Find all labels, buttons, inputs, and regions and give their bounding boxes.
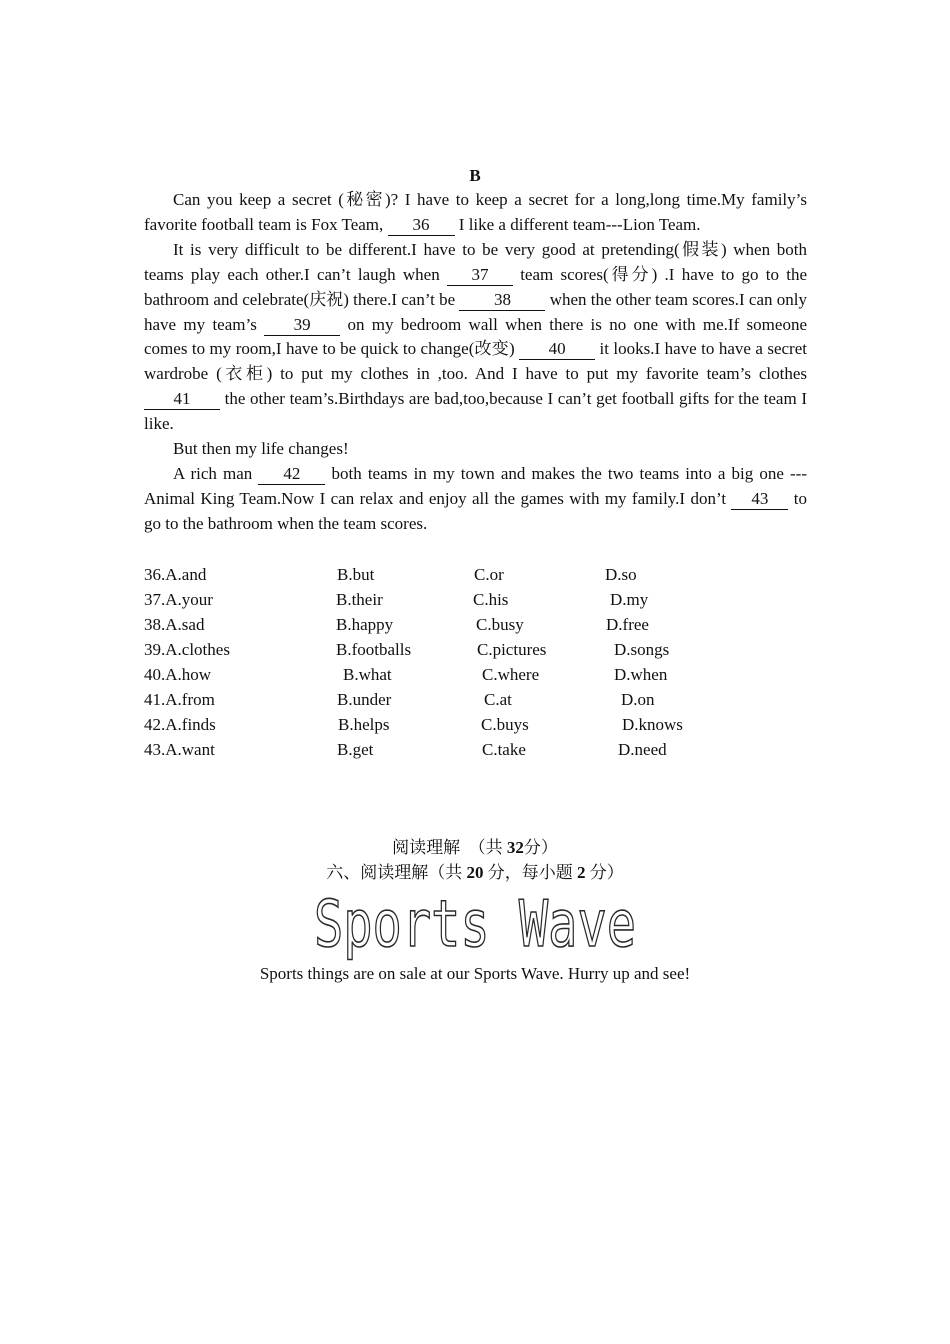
- option-d: D.so: [605, 565, 637, 584]
- passage-text: It is very difficult to be different.I have to be very good at pretending(假装) when both teams play each other.I can’t laugh when: [144, 239, 807, 284]
- option-a: 39.A.clothes: [144, 640, 230, 659]
- option-d: D.when: [614, 665, 668, 684]
- option-a: 41.A.from: [144, 690, 215, 709]
- passage-text: it looks.I have to have a secret wardrobe (衣柜) to put my clothes in ,too. And I have to put my favorite team’s clothes: [144, 339, 807, 384]
- logo-text: Sports Wave: [314, 888, 636, 962]
- option-d: D.free: [606, 615, 649, 634]
- option-c: C.or: [474, 565, 504, 584]
- option-c: C.his: [473, 590, 509, 609]
- option-b: B.what: [343, 665, 392, 684]
- option-a: 36.A.and: [144, 565, 207, 584]
- answer-options: [144, 562, 744, 762]
- option-d: D.songs: [614, 640, 670, 659]
- subheading-text: 分）: [585, 863, 624, 882]
- blank-37: 37: [447, 265, 513, 286]
- option-a: 37.A.your: [144, 590, 213, 609]
- option-row-43: [144, 737, 744, 762]
- option-a: 43.A.want: [144, 740, 215, 759]
- option-b: B.get: [337, 740, 374, 759]
- option-d: D.need: [618, 740, 667, 759]
- ad-tagline: Sports things are on sale at our Sports Wave. Hurry up and see!: [259, 964, 691, 983]
- passage-text: both teams in my town and makes the two teams into a big one ---Animal King Team.Now I can relax and enjoy all the games with my family.I don’t: [144, 463, 807, 508]
- subheading-text: 六、阅读理解（共: [326, 863, 467, 882]
- option-c: C.busy: [476, 615, 524, 634]
- option-row-40: [144, 662, 744, 687]
- section-title: B: [469, 166, 481, 185]
- option-d: D.my: [610, 590, 649, 609]
- paragraph-3: But then my life changes!: [173, 439, 349, 459]
- option-a: 40.A.how: [144, 665, 212, 684]
- option-c: C.where: [482, 665, 540, 684]
- reading-section-heading: [0, 836, 950, 860]
- option-d: D.on: [621, 690, 655, 709]
- option-row-39: [144, 637, 744, 662]
- option-row-38: [144, 612, 744, 637]
- option-b: B.happy: [336, 615, 394, 634]
- option-b: B.footballs: [336, 640, 412, 659]
- subheading-each-points: 2: [577, 863, 586, 882]
- subheading-text: 分，每小题: [483, 863, 577, 882]
- blank-43: 43: [731, 489, 788, 510]
- blank-40: 40: [519, 339, 595, 360]
- blank-39: 39: [264, 315, 340, 336]
- paragraph-1: [144, 188, 807, 238]
- paragraph-4: [144, 462, 807, 537]
- option-row-36: [144, 562, 744, 587]
- passage-text: team scores(得分) .I have to go to the bathroom and celebrate(庆祝) there.I can’t be: [144, 264, 807, 309]
- sports-wave-logo: [300, 886, 650, 960]
- option-c: C.at: [484, 690, 512, 709]
- blank-42: 42: [258, 464, 325, 485]
- passage-text: A rich man: [173, 463, 259, 483]
- option-row-41: [144, 687, 744, 712]
- option-a: 38.A.sad: [144, 615, 205, 634]
- paragraph-2: [144, 238, 807, 437]
- heading-unit: 分）: [523, 838, 558, 857]
- blank-38: 38: [459, 290, 545, 311]
- passage-text: to go to the bathroom when the team scores.: [144, 488, 807, 533]
- heading-text: 阅读理解 （共: [392, 838, 507, 857]
- reading-subheading: [0, 861, 950, 885]
- option-b: B.under: [337, 690, 392, 709]
- heading-points: 32: [506, 838, 524, 857]
- passage-text: on my bedroom wall when there is no one with me.If someone comes to my room,I have to be quick to change(改变): [144, 314, 807, 359]
- option-row-37: [144, 587, 744, 612]
- option-c: C.pictures: [477, 640, 547, 659]
- blank-41: 41: [144, 389, 220, 410]
- option-c: C.take: [482, 740, 526, 759]
- option-row-42: [144, 712, 744, 737]
- option-c: C.buys: [481, 715, 529, 734]
- option-b: B.their: [336, 590, 383, 609]
- option-b: B.but: [337, 565, 375, 584]
- option-d: D.knows: [622, 715, 683, 734]
- cloze-passage: [144, 188, 807, 537]
- passage-text: Can you keep a secret (秘密)? I have to keep a secret for a long,long time.My family’s favorite football team is Fox Team,: [144, 190, 807, 234]
- subheading-points: 20: [466, 863, 484, 882]
- option-b: B.helps: [338, 715, 390, 734]
- passage-text: when the other team scores.I can only have my team’s: [144, 289, 807, 334]
- blank-36: 36: [388, 215, 455, 236]
- passage-text: the other team’s.Birthdays are bad,too,because I can’t get football gifts for the team I like.: [144, 389, 807, 434]
- passage-text: I like a different team---Lion Team.: [454, 214, 701, 234]
- option-a: 42.A.finds: [144, 715, 216, 734]
